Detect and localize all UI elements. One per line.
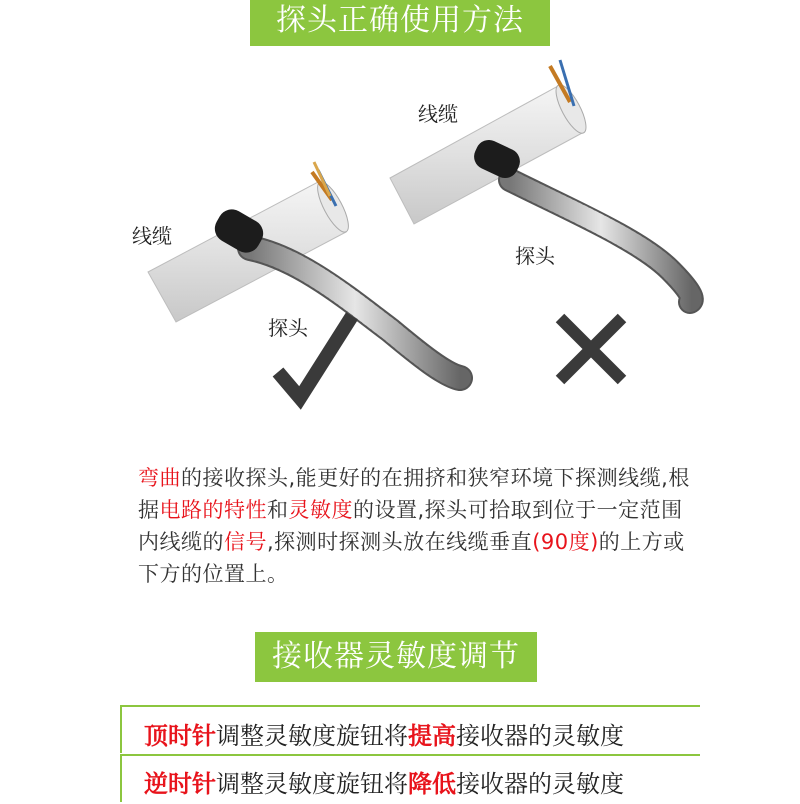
body-text: 的上方或下方的位置上。 — [138, 530, 685, 586]
body-text: 和 — [267, 498, 289, 522]
body-text: ,探测时探测头放在线缆垂直 — [267, 530, 533, 554]
rule-middle: 调整灵敏度旋钮将 — [216, 770, 408, 798]
rule-effect: 降低 — [408, 770, 456, 798]
highlight-text: 弯曲 — [138, 466, 181, 490]
highlight-text: 灵敏度 — [288, 498, 353, 522]
highlight-text: (90度) — [532, 530, 599, 554]
probe-right — [470, 136, 692, 302]
rule-direction: 顶时针 — [144, 722, 216, 750]
body-text: 的接收探头,能更好的在拥挤和狭窄环境下探测线缆,根据 — [138, 466, 690, 522]
highlight-text: 电路的特性 — [159, 498, 267, 522]
description-paragraph — [138, 462, 698, 590]
rule-counterclockwise — [144, 764, 624, 804]
cable-label-right: 线缆 — [418, 102, 458, 126]
probe-illustration — [0, 40, 800, 420]
rule-tail: 接收器的灵敏度 — [456, 722, 624, 750]
probe-label-right: 探头 — [515, 244, 555, 268]
rule-tail: 接收器的灵敏度 — [456, 770, 624, 798]
rule-direction: 逆时针 — [144, 770, 216, 798]
cable-label-left: 线缆 — [132, 224, 172, 248]
probe-label-left: 探头 — [268, 316, 308, 340]
title-banner-sensitivity: 接收器灵敏度调节 — [255, 632, 537, 682]
rule-effect: 提高 — [408, 722, 456, 750]
cross-icon — [560, 318, 622, 380]
body-text: 的设置,探头可拾取到位于一定范围内线缆的 — [138, 498, 683, 554]
title-banner-usage: 探头正确使用方法 — [250, 0, 550, 46]
rule-middle: 调整灵敏度旋钮将 — [216, 722, 408, 750]
rule-clockwise — [144, 716, 624, 756]
highlight-text: 信号 — [224, 530, 267, 554]
